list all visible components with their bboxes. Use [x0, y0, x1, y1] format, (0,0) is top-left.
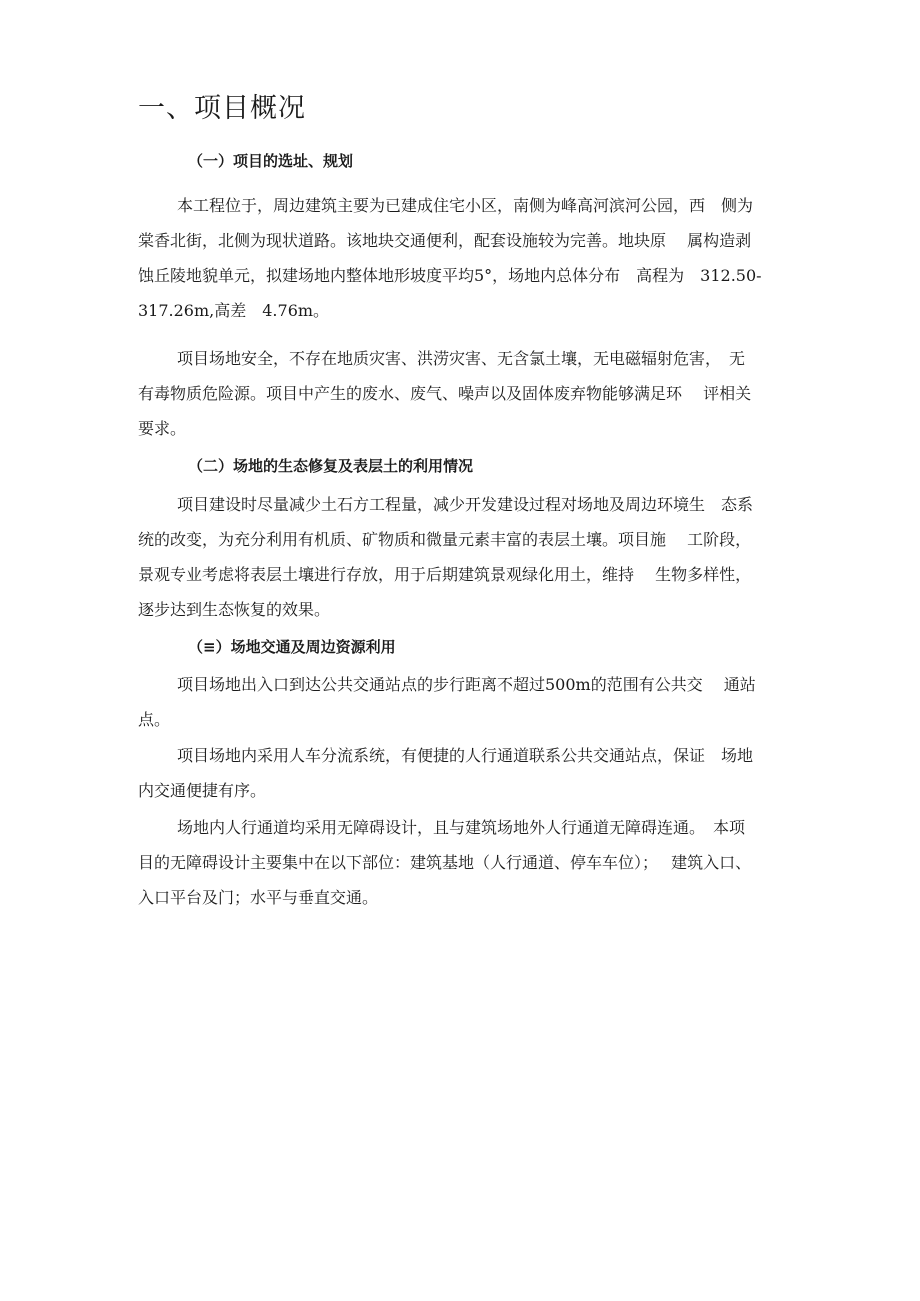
main-title: 一、项目概况	[138, 93, 306, 124]
paragraph-line: 点。	[138, 710, 171, 729]
paragraph-line: 有毒物质危险源。项目中产生的废水、废气、噪声以及固体废弃物能够满足环 评相关	[138, 384, 752, 403]
paragraph-line: 统的改变，为充分利用有机质、矿物质和微量元素丰富的表层土壤。项目施 工阶段，	[138, 530, 752, 549]
paragraph-line: 棠香北街，北侧为现状道路。该地块交通便利，配套设施较为完善。地块原 属构造剥	[138, 231, 752, 250]
paragraph-line: 目的无障碍设计主要集中在以下部位：建筑基地（人行通道、停车车位）； 建筑入口、	[138, 853, 752, 872]
paragraph-line: 场地内人行通道均采用无障碍设计，且与建筑场地外人行通道无障碍连通。 本项	[177, 818, 746, 837]
paragraph-line: 本工程位于，周边建筑主要为已建成住宅小区，南侧为峰高河滨河公园，西 侧为	[177, 196, 754, 215]
paragraph-line: 内交通便捷有序。	[138, 781, 267, 800]
section-heading-site-traffic: （≡）场地交通及周边资源利用	[188, 638, 396, 656]
paragraph-line: 项目场地出入口到达公共交通站点的步行距离不超过500m的范围有公共交 通站	[177, 675, 756, 694]
paragraph-line: 317.26m,高差 4.76m。	[138, 301, 330, 320]
paragraph-line: 景观专业考虑将表层土壤进行存放，用于后期建筑景观绿化用土，维持 生物多样性，	[138, 565, 752, 584]
paragraph-line: 逐步达到生态恢复的效果。	[138, 600, 331, 619]
section-heading-site-selection: （一）项目的选址、规划	[188, 152, 354, 170]
paragraph-line: 项目场地内采用人车分流系统，有便捷的人行通道联系公共交通站点，保证 场地	[177, 746, 754, 765]
paragraph-line: 项目场地安全，不存在地质灾害、洪涝灾害、无含氯土壤，无电磁辐射危害， 无	[177, 349, 746, 368]
paragraph-line: 蚀丘陵地貌单元，拟建场地内整体地形坡度平均5°，场地内总体分布 高程为 312.50-	[138, 266, 762, 285]
paragraph-line: 要求。	[138, 419, 187, 438]
paragraph-line: 项目建设时尽量减少土石方工程量，减少开发建设过程对场地及周边环境生 态系	[177, 495, 754, 514]
section-heading-ecological-restoration: （二）场地的生态修复及表层土的利用情况	[188, 457, 474, 475]
paragraph-line: 入口平台及门；水平与垂直交通。	[138, 888, 379, 907]
